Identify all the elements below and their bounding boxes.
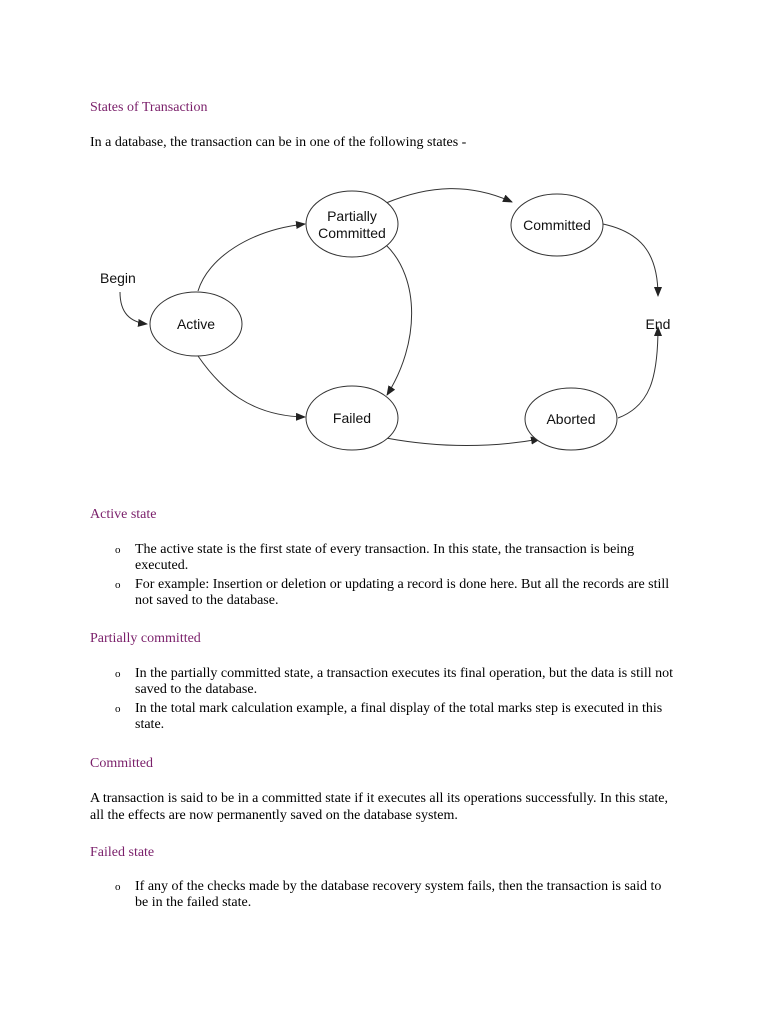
committed-paragraph: A transaction is said to be in a committed state if it executes all its operations successfully. In this state, all the effects are now permanently saved on the database system. bbox=[90, 791, 669, 823]
label-active: Active bbox=[176, 316, 216, 332]
list-item-text: The active state is the first state of every transaction. In this state, the transaction is being executed. bbox=[135, 542, 635, 573]
edge-active-failed bbox=[198, 356, 305, 417]
list-item-text: In the total mark calculation example, a final display of the total marks step is executed in this state. bbox=[135, 701, 663, 732]
edge-failed-aborted bbox=[386, 438, 540, 446]
list-item-text: In the partially committed state, a transaction executes its final operation, but the data is still not saved to the database. bbox=[135, 666, 674, 697]
bullet-marker: o bbox=[115, 544, 121, 556]
intro-paragraph: In a database, the transaction can be in one of the following states - bbox=[90, 135, 467, 150]
label-end: End bbox=[645, 316, 671, 332]
section-heading-committed: Committed bbox=[90, 756, 153, 771]
edge-committed-end bbox=[603, 224, 658, 296]
list-item-text: If any of the checks made by the database recovery system fails, then the transaction is said to be in the failed state. bbox=[135, 879, 662, 910]
label-partially-line1: Partially bbox=[327, 208, 377, 224]
list-item bbox=[110, 666, 675, 698]
section-heading-active: Active state bbox=[90, 507, 157, 522]
section-heading-failed: Failed state bbox=[90, 845, 155, 860]
edge-active-partially bbox=[198, 224, 305, 291]
edge-partially-failed bbox=[386, 245, 412, 395]
bullet-marker: o bbox=[115, 703, 121, 715]
list-item bbox=[110, 542, 675, 574]
edge-partially-committed bbox=[386, 189, 512, 203]
active-bullet-list bbox=[110, 542, 675, 612]
label-begin: Begin bbox=[100, 270, 136, 286]
failed-bullet-list bbox=[110, 879, 675, 914]
bullet-marker: o bbox=[115, 668, 121, 680]
label-aborted: Aborted bbox=[546, 411, 596, 427]
transaction-state-diagram bbox=[90, 178, 690, 470]
partially-committed-bullet-list bbox=[110, 666, 675, 736]
bullet-marker: o bbox=[115, 881, 121, 893]
list-item bbox=[110, 577, 675, 609]
section-heading-partially-committed: Partially committed bbox=[90, 631, 201, 646]
label-failed: Failed bbox=[332, 410, 372, 426]
list-item bbox=[110, 879, 675, 911]
edge-aborted-end bbox=[618, 327, 658, 418]
edge-begin-active bbox=[120, 292, 147, 324]
document-title: States of Transaction bbox=[90, 100, 208, 115]
list-item-text: For example: Insertion or deletion or updating a record is done here. But all the records are still not saved to the database. bbox=[135, 577, 670, 608]
state-node-partially-committed bbox=[306, 191, 398, 257]
label-partially-line2: Committed bbox=[318, 225, 386, 241]
bullet-marker: o bbox=[115, 579, 121, 591]
label-committed: Committed bbox=[523, 217, 591, 233]
list-item bbox=[110, 701, 675, 733]
